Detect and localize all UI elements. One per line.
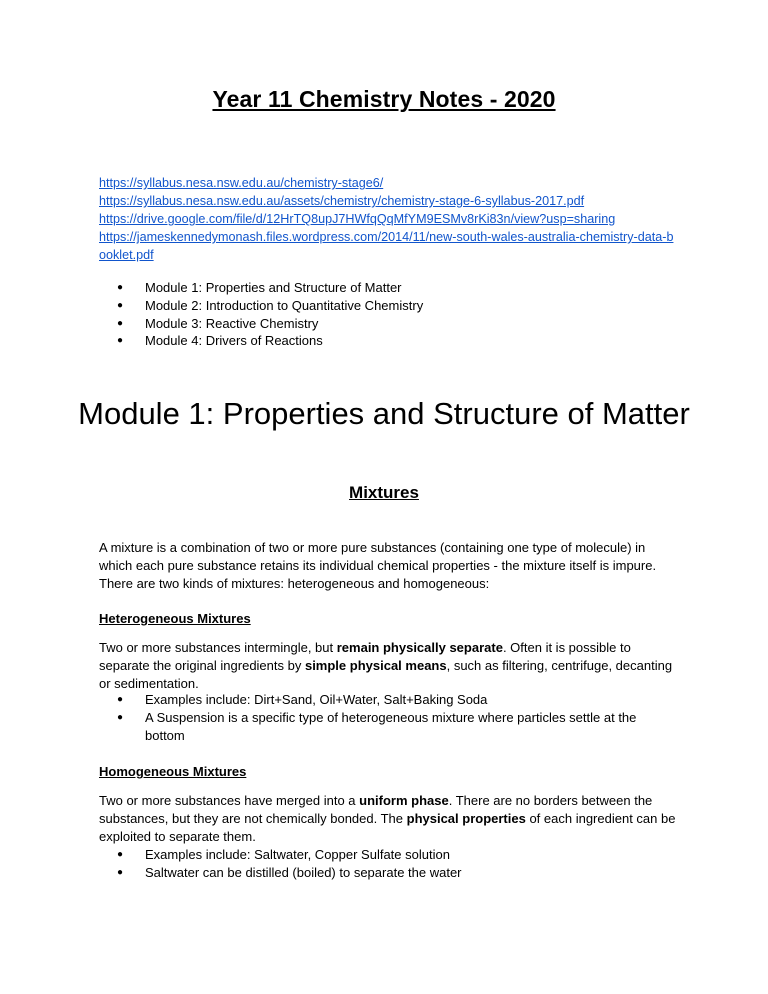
homogeneous-bullets <box>117 846 677 882</box>
heterogeneous-paragraph <box>99 639 679 693</box>
document-title: Year 11 Chemistry Notes - 2020 <box>212 86 556 112</box>
syllabus-link[interactable]: https://syllabus.nesa.nsw.edu.au/chemistry-stage6/ <box>99 176 384 190</box>
heterogeneous-bullets <box>117 691 677 744</box>
syllabus-pdf-link[interactable]: https://syllabus.nesa.nsw.edu.au/assets/chemistry/chemistry-stage-6-syllabus-2017.pdf <box>99 194 585 208</box>
reference-links <box>99 174 679 264</box>
homogeneous-heading: Homogeneous Mixtures <box>99 764 247 779</box>
list-item: ● Module 1: Properties and Structure of Matter <box>117 279 423 297</box>
list-item: ● Examples include: Dirt+Sand, Oil+Water, Salt+Baking Soda <box>117 691 677 709</box>
list-item: ● Module 4: Drivers of Reactions <box>117 332 423 350</box>
text-span: of each ingredient can be exploited to separate them. <box>99 811 676 844</box>
text-span: . Often it is possible to separate the original ingredients by <box>99 640 631 673</box>
text-span: , such as filtering, centrifuge, decanting or sedimentation. <box>99 658 673 691</box>
section-heading-mixtures: Mixtures <box>349 483 419 502</box>
intro-paragraph: A mixture is a combination of two or more pure substances (containing one type of molecule) in which each pure substance retains its individual chemical properties - the mixture itself is impure. There are two kinds of mixtures: heterogeneous and homogeneous: <box>99 540 657 591</box>
list-item: ● A Suspension is a specific type of heterogeneous mixture where particles settle at the bottom <box>117 709 677 745</box>
list-item: ● Examples include: Saltwater, Copper Sulfate solution <box>117 846 677 864</box>
bold-text: physical properties <box>406 811 526 826</box>
data-booklet-link[interactable]: https://jameskennedymonash.files.wordpress.com/2014/11/new-south-wales-australia-chemistry-data-booklet.pdf <box>99 230 674 262</box>
bold-text: uniform phase <box>359 793 449 808</box>
list-item: ● Saltwater can be distilled (boiled) to separate the water <box>117 864 677 882</box>
module-list <box>117 279 423 350</box>
module-heading: Module 1: Properties and Structure of Matter <box>78 396 690 431</box>
list-item: ● Module 3: Reactive Chemistry <box>117 315 423 333</box>
bold-text: simple physical means <box>304 658 447 673</box>
list-item: ● Module 2: Introduction to Quantitative Chemistry <box>117 297 423 315</box>
text-span: Two or more substances have merged into a <box>99 793 360 808</box>
homogeneous-paragraph <box>99 792 679 846</box>
text-span: Two or more substances intermingle, but <box>99 640 337 655</box>
heterogeneous-heading: Heterogeneous Mixtures <box>99 611 251 626</box>
bold-text: remain physically separate <box>336 640 503 655</box>
google-drive-link[interactable]: https://drive.google.com/file/d/12HrTQ8upJ7HWfqQqMfYM9ESMv8rKi83n/view?usp=sharing <box>99 212 616 226</box>
text-span: . There are no borders between the substances, but they are not chemically bonded. The <box>99 793 653 826</box>
